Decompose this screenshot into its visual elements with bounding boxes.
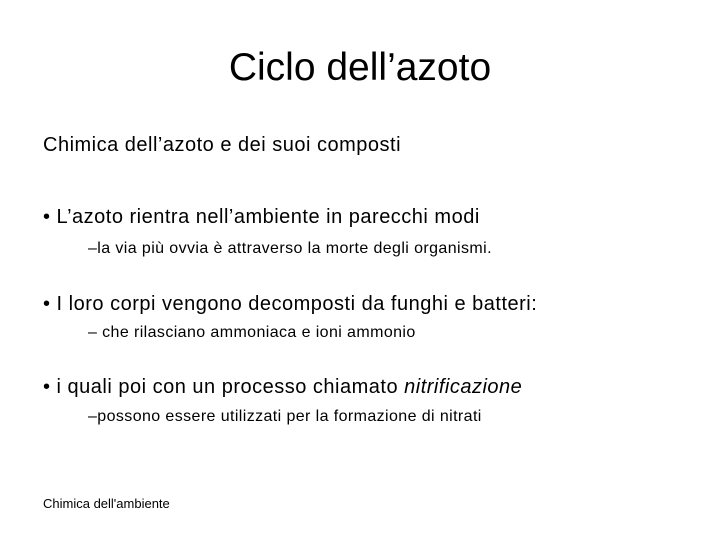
bullet-3-text: • i quali poi con un processo chiamato xyxy=(43,376,405,398)
sub-bullet-2: – che rilasciano ammoniaca e ioni ammonio xyxy=(88,324,416,341)
slide-subtitle: Chimica dell’azoto e dei suoi composti xyxy=(43,134,402,156)
sub-bullet-1: –la via più ovvia è attraverso la morte degli organismi. xyxy=(88,240,492,257)
slide-title: Ciclo dell’azoto xyxy=(228,46,492,89)
sub-bullet-3: –possono essere utilizzati per la formazione di nitrati xyxy=(88,408,482,425)
slide-footer: Chimica dell'ambiente xyxy=(43,496,170,511)
bullet-3 xyxy=(43,373,522,401)
bullet-2: • I loro corpi vengono decomposti da funghi e batteri: xyxy=(43,293,538,315)
bullet-1: • L’azoto rientra nell’ambiente in parecchi modi xyxy=(43,206,480,228)
bullet-3-italic-term: nitrificazione xyxy=(404,376,523,398)
